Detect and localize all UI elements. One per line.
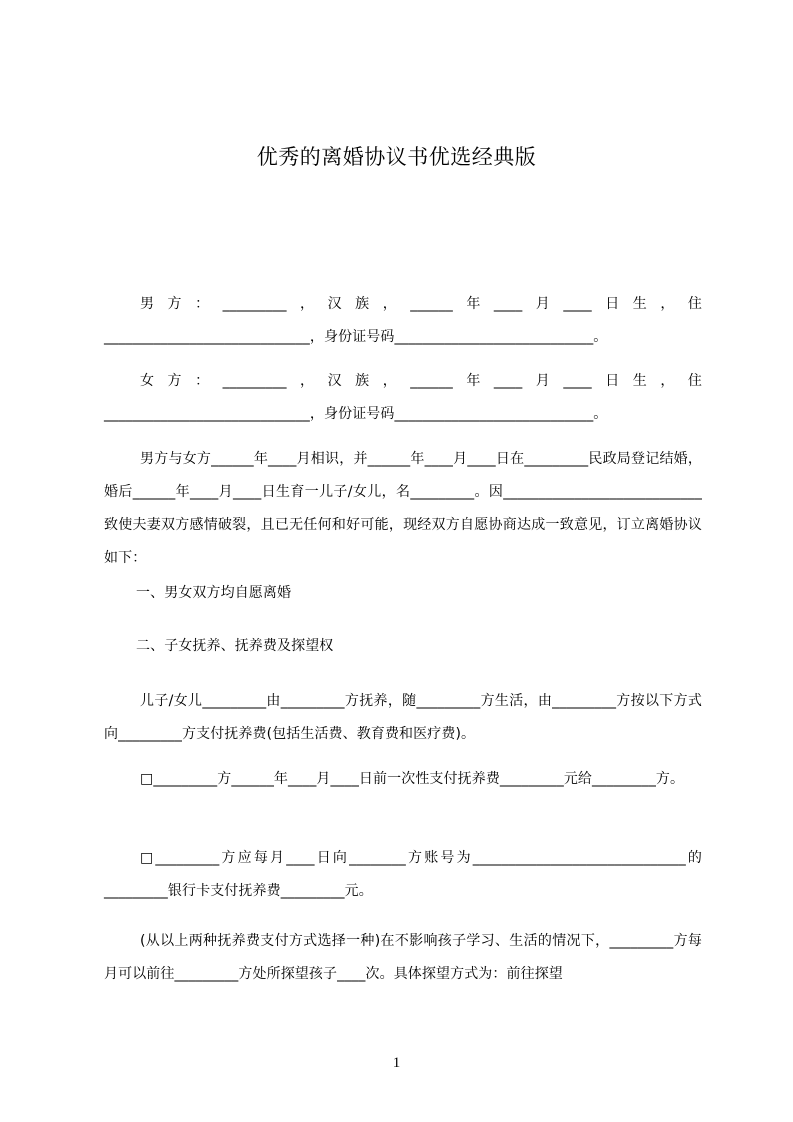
paragraph-marriage-info: 男方与女方______年____月相识，并______年____月____日在_________民政局登记结婚，婚后______年____月____日生育一儿子/女儿，名_________。因____________________________致使夫妻双方感情破裂，且已无任何和好可能，现经双方自愿协商达成一致意见，订立离婚协议如下： (104, 451, 702, 566)
section-heading-divorce: 一、男女双方均自愿离婚 (136, 585, 292, 601)
paragraph-female-party: 女方：_________，汉族，______年____月____日生，住_____________________________，身份证号码____________________________。 (104, 373, 702, 422)
document-title: 优秀的离婚协议书优选经典版 (256, 145, 537, 169)
section-heading-child-support: 二、子女抚养、抚养费及探望权 (136, 638, 334, 654)
paragraph-monthly-option: □_________方应每月____日向________方账号为______________________________的_________银行卡支付抚养费_________元。 (104, 850, 702, 899)
paragraph-male-party: 男方：_________，汉族，______年____月____日生，住_____________________________，身份证号码____________________________。 (104, 296, 702, 345)
page-number: 1 (392, 1055, 401, 1071)
paragraph-custody: 儿子/女儿_________由_________方抚养，随_________方生活，由_________方按以下方式向_________方支付抚养费(包括生活费、教育费和医疗费)。 (104, 693, 702, 742)
paragraph-visitation: (从以上两种抚养费支付方式选择一种)在不影响孩子学习、生活的情况下，_________方每月可以前往_________方处所探望孩子____次。具体探望方式为：前往探望 (104, 933, 702, 982)
paragraph-lump-sum-option: □_________方______年____月____日前一次性支付抚养费_________元给_________方。 (140, 771, 685, 787)
